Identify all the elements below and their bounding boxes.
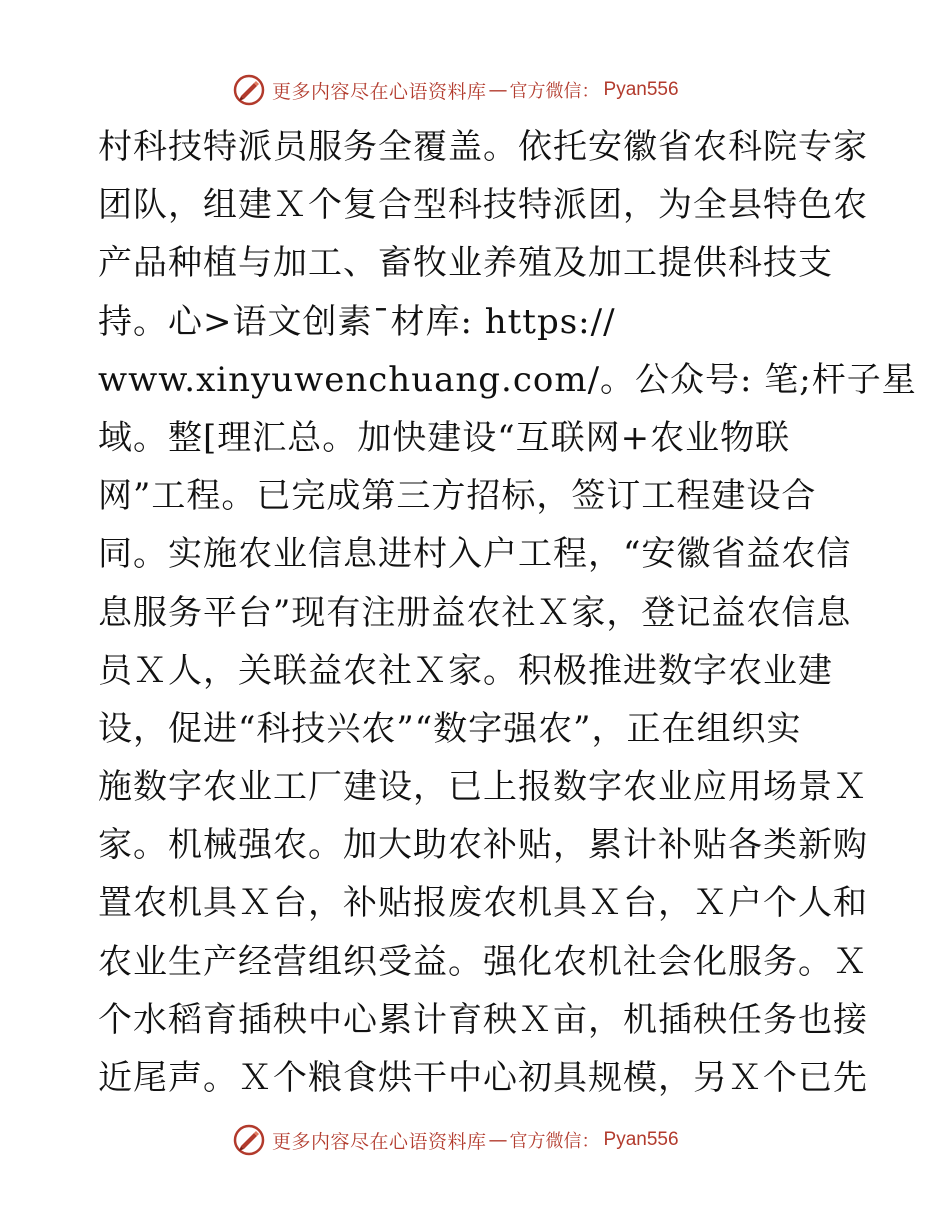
body-line: 员Ｘ人，关联益农社Ｘ家。积极推进数字农业建: [98, 650, 833, 691]
body-line: 网”工程。已完成第三方招标，签订工程建设合: [98, 476, 817, 517]
header-separator: —: [488, 79, 508, 101]
body-line: www.xinyuwenchuang.com/。公众号: 笔;杆子星: [98, 359, 917, 400]
body-line: 持。心>语文创素¯材库: https://: [98, 301, 616, 342]
header-wechat-label: 官方微信：: [509, 81, 600, 102]
footer-wechat-label: 官方微信：: [509, 1131, 600, 1152]
body-line: 农业生产经营组织受益。强化农机社会化服务。Ｘ: [98, 941, 868, 982]
body-line: 产品种植与加工、畜牧业养殖及加工提供科技支: [98, 243, 833, 284]
document-body: [98, 123, 917, 1112]
body-line: 近尾声。Ｘ个粮食烘干中心初具规模，另Ｘ个已先: [98, 1058, 868, 1098]
header-banner-text: 更多内容尽在心语资料库: [272, 80, 487, 103]
body-line: 施数字农业工厂建设，已上报数字农业应用场景Ｘ: [98, 767, 868, 808]
body-line: 村科技特派员服务全覆盖。依托安徽省农科院专家: [98, 127, 868, 167]
header-wechat-id: Pyan556: [603, 79, 679, 100]
body-line: 设，促进“科技兴农”“数字强农”，正在组织实: [98, 708, 802, 749]
footer-separator: —: [488, 1129, 508, 1151]
body-line: 个水稻育插秧中心累计育秧Ｘ亩，机插秧任务也接: [98, 999, 868, 1040]
body-line: 家。机械强农。加大助农补贴，累计补贴各类新购: [98, 825, 868, 866]
body-line: 置农机具Ｘ台，补贴报废农机具Ｘ台，Ｘ户个人和: [98, 883, 868, 924]
footer-banner: [232, 1120, 679, 1160]
footer-banner-text: 更多内容尽在心语资料库: [272, 1130, 487, 1153]
body-line: 团队，组建Ｘ个复合型科技特派团，为全县特色农: [98, 185, 868, 226]
footer-wechat-id: Pyan556: [603, 1129, 679, 1150]
body-line: 域。整[理汇总。加快建设“互联网+农业物联: [98, 417, 791, 458]
body-line: 息服务平台”现有注册益农社Ｘ家，登记益农信息: [98, 592, 852, 633]
brand-logo-icon: [232, 73, 266, 107]
header-banner: [232, 70, 679, 110]
body-line: 同。实施农业信息进村入户工程，“安徽省益农信: [98, 534, 852, 575]
brand-logo-icon: [232, 1123, 266, 1157]
